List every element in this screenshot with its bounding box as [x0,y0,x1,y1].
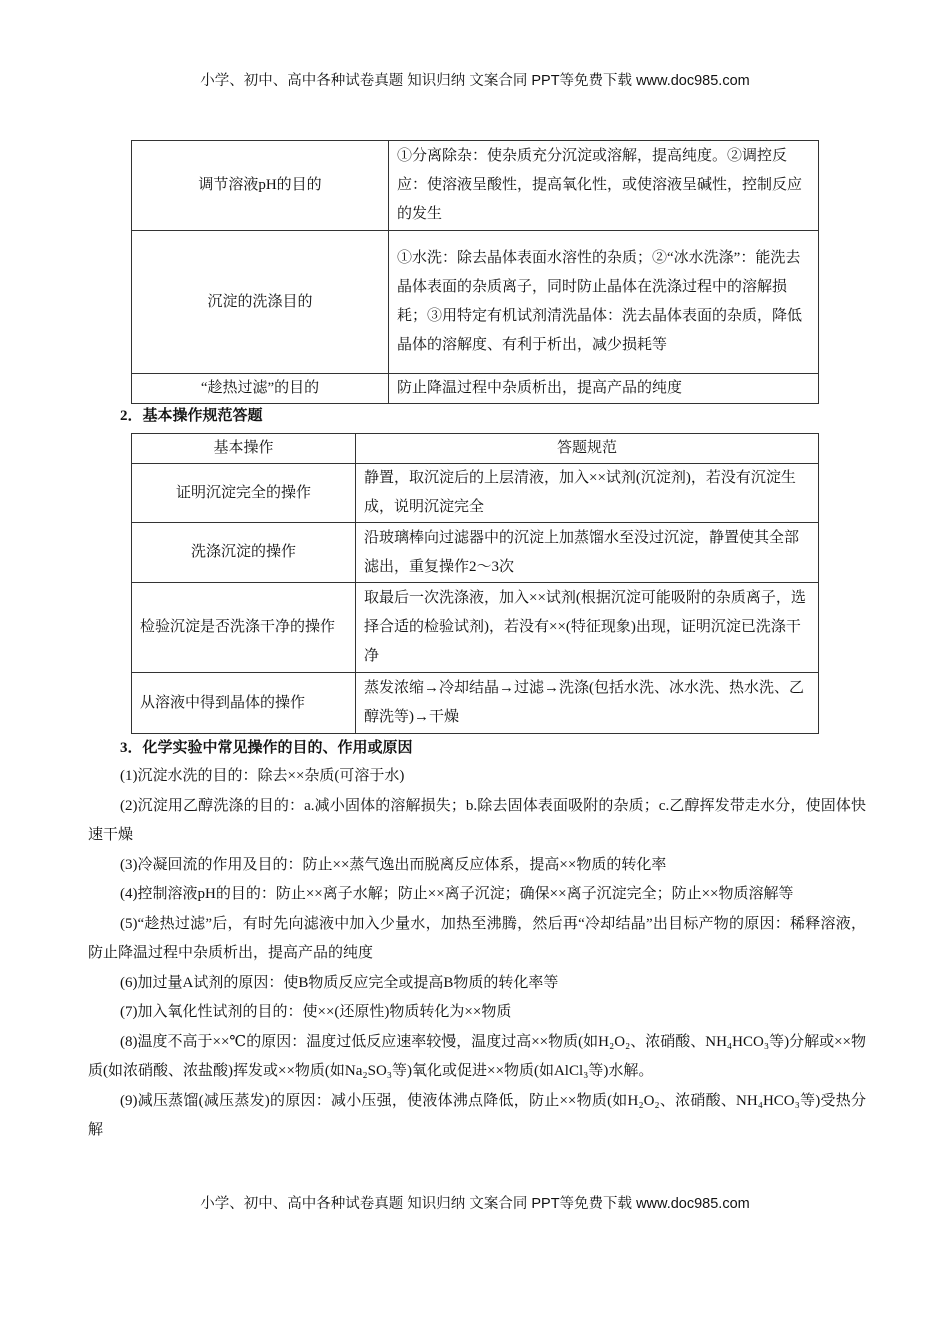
row-desc: 防止降温过程中杂质析出，提高产品的纯度 [389,374,819,404]
purpose-table [131,140,819,404]
paragraph: (3)冷凝回流的作用及目的：防止××蒸气逸出而脱离反应体系，提高××物质的转化率 [120,856,667,873]
operations-table [131,433,819,734]
paragraph: (6)加过量A试剂的原因：使B物质反应完全或提高B物质的转化率等 [120,974,559,991]
page-footer: 小学、初中、高中各种试卷真题 知识归纳 文案合同 PPT等免费下载 www.doc985.com [200,1196,750,1212]
row-label: 从溶液中得到晶体的操作 [132,673,356,734]
row-desc: 沿玻璃棒向过滤器中的沉淀上加蒸馏水至没过沉淀，静置使其全部滤出，重复操作2～3次 [356,523,819,583]
paragraph: (9)减压蒸馏(减压蒸发)的原因：减小压强，使液体沸点降低，防止××物质(如H₂O₂、浓硝酸、NH₄HCO₃等)受热分解 [88,1092,866,1138]
paragraph: (4)控制溶液pH的目的：防止××离子水解；防止××离子沉淀；确保××离子沉淀完全；防止××物质溶解等 [120,886,794,902]
paragraph-list [88,762,866,1146]
row-label: 证明沉淀完全的操作 [132,464,356,523]
paragraph: (8)温度不高于××℃的原因：温度过低反应速率较慢，温度过高××物质(如H₂O₂、浓硝酸、NH₄HCO₃等)分解或××物质(如浓硝酸、浓盐酸)挥发或××物质(如Na₂SO₃等)氧化或促进××物质(如AlCl₃等)水解。 [88,1033,866,1079]
row-desc: 静置，取沉淀后的上层清液，加入××试剂(沉淀剂)，若没有沉淀生成，说明沉淀完全 [356,464,819,523]
paragraph: (2)沉淀用乙醇洗涤的目的：a.减小固体的溶解损失；b.除去固体表面吸附的杂质；c.乙醇挥发带走水分，使固体快速干燥 [88,797,866,843]
column-header: 基本操作 [132,434,356,464]
table-row [132,141,819,231]
row-label: “趁热过滤”的目的 [132,374,389,404]
section-heading-3: 3．化学实验中常见操作的目的、作用或原因 [120,740,413,756]
paragraph: (5)“趁热过滤”后，有时先向滤液中加入少量水，加热至沸腾，然后再“冷却结晶”出目标产物的原因：稀释溶液，防止降温过程中杂质析出，提高产品的纯度 [88,915,866,961]
row-desc: ①分离除杂：使杂质充分沉淀或溶解，提高纯度。②调控反应：使溶液呈酸性，提高氧化性，或使溶液呈碱性，控制反应的发生 [389,141,819,231]
table-header-row [132,434,819,464]
column-header: 答题规范 [356,434,819,464]
row-label: 调节溶液pH的目的 [132,141,389,231]
row-label: 检验沉淀是否洗涤干净的操作 [132,583,356,673]
table-row [132,583,819,673]
table-row [132,231,819,374]
row-label: 沉淀的洗涤目的 [132,231,389,374]
paragraph: (7)加入氧化性试剂的目的：使××(还原性)物质转化为××物质 [120,1004,512,1020]
section-heading-2: 2．基本操作规范答题 [120,408,263,424]
page-header: 小学、初中、高中各种试卷真题 知识归纳 文案合同 PPT等免费下载 www.doc985.com [200,73,750,89]
paragraph: (1)沉淀水洗的目的：除去××杂质(可溶于水) [120,768,405,784]
row-desc: 蒸发浓缩→冷却结晶→过滤→洗涤(包括水洗、冰水洗、热水洗、乙醇洗等)→干燥 [356,673,819,734]
row-desc: 取最后一次洗涤液，加入××试剂(根据沉淀可能吸附的杂质离子，选择合适的检验试剂)，若没有××(特征现象)出现，证明沉淀已洗涤干净 [356,583,819,673]
table-row [132,673,819,734]
row-desc: ①水洗：除去晶体表面水溶性的杂质；②“冰水洗涤”：能洗去晶体表面的杂质离子，同时防止晶体在洗涤过程中的溶解损耗；③用特定有机试剂清洗晶体：洗去晶体表面的杂质，降低晶体的溶解度、有利于析出，减少损耗等 [389,231,819,374]
table-row [132,523,819,583]
table-row [132,464,819,523]
table-row [132,374,819,404]
row-label: 洗涤沉淀的操作 [132,523,356,583]
